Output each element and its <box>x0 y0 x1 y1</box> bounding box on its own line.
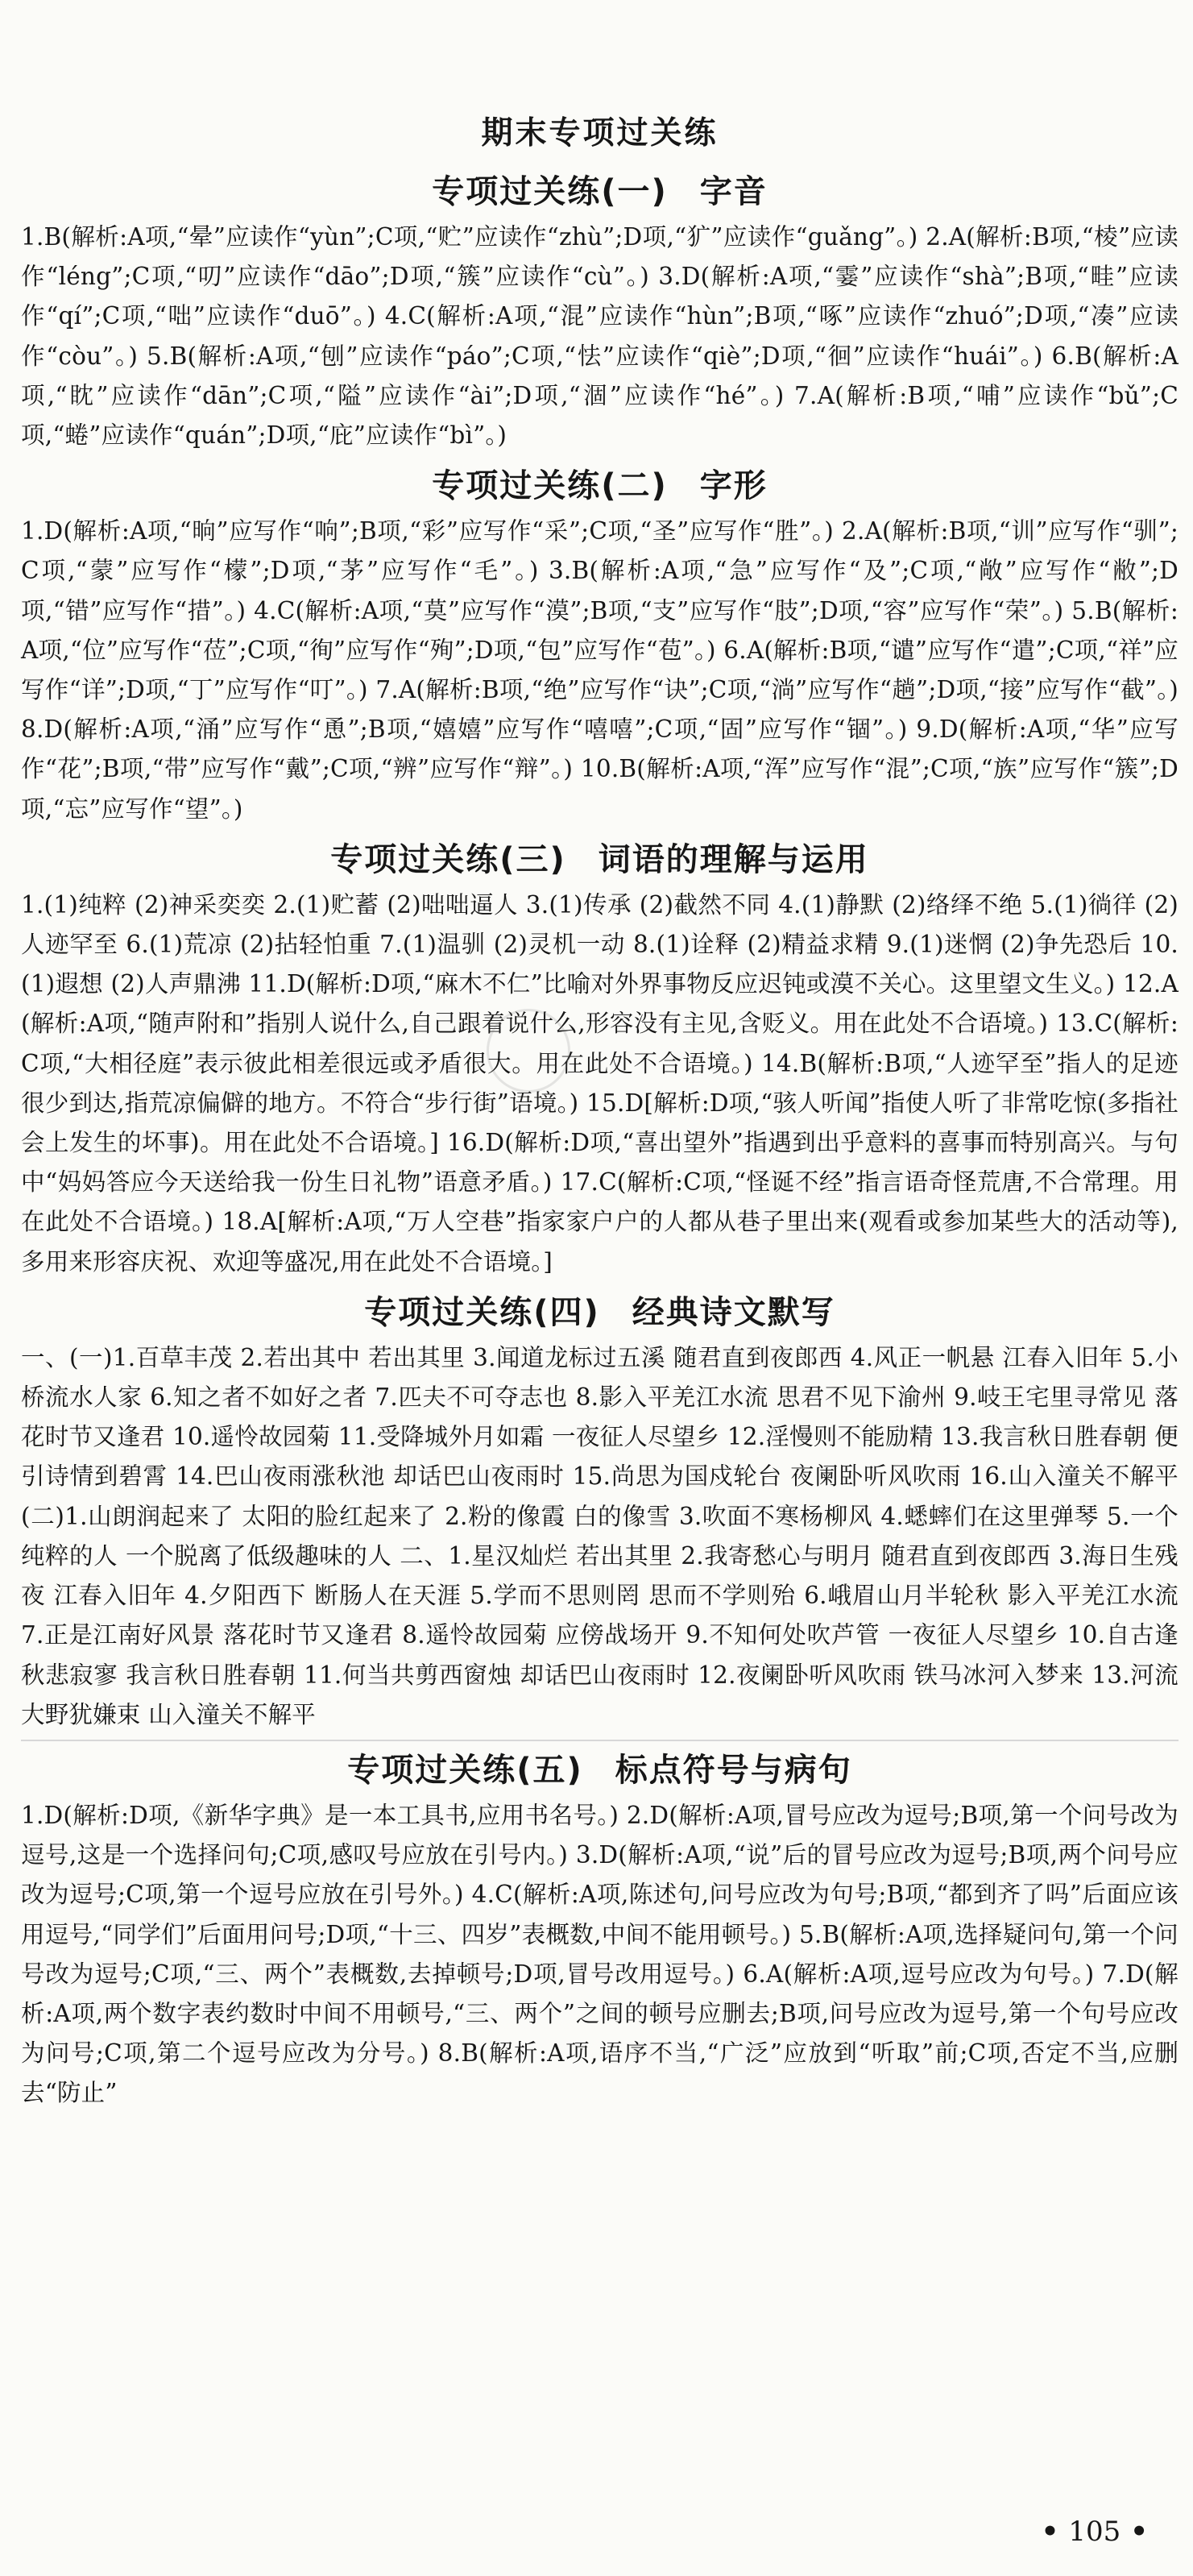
section-subtitle: 字形 <box>699 467 768 505</box>
section-5 <box>21 1744 1179 2113</box>
section-heading <box>21 460 1179 512</box>
section-text: 1.D(解析:D项,《新华字典》是一本工具书,应用书名号。) 2.D(解析:A项,冒号应改为逗号;B项,第一个问号改为逗号,这是一个选择问句;C项,感叹号应放在引号内。) 3.D(解析:A项,“说”后的冒号应改为逗号;B项,两个问号应改为逗号;C项,第一个逗号应放在引号外。) 4.C(解析:A项,陈述句,问号应改为句号;B项,“都到齐了吗”后面应该用逗号,“同学们”后面用问号;D项,“十三、四岁”表概数,中间不能用顿号。) 5.B(解析:A项,选择疑问句,第一个问号改为逗号;C项,“三、两个”表概数,去掉顿号;D项,冒号改用逗号。) 6.A(解析:A项,逗号应改为句号。) 7.D(解析:A项,两个数字表约数时中间不用顿号,“三、两个”之间的顿号应删去;B项,问号应改为逗号,第一个句号应改为问号;C项,第二个逗号应改为分号。) 8.B(解析:A项,语序不当,“广泛”应放到“听取”前;C项,否定不当,应删去“防止” <box>21 1801 1179 2107</box>
bullet-icon: • <box>1130 2516 1148 2548</box>
section-3 <box>21 834 1179 1282</box>
section-text: 一、(一)1.百草丰茂 2.若出其中 若出其里 3.闻道龙标过五溪 随君直到夜郎西 4.风正一帆悬 江春入旧年 5.小桥流水人家 6.知之者不如好之者 7.匹夫不可夺志也 8.影入平羌江水流 思君不见下渝州 9.岐王宅里寻常见 落花时节又逢君 10.遥怜故园菊 11.受降城外月如霜 一夜征人尽望乡 12.淫慢则不能励精 13.我言秋日胜春朝 便引诗情到碧霄 14.巴山夜雨涨秋池 却话巴山夜雨时 15.尚思为国戍轮台 夜阑卧听风吹雨 16.山入潼关不解平 (二)1.山朗润起来了 太阳的脸红起来了 2.粉的像霞 白的像雪 3.吹面不寒杨柳风 4.蟋蟀们在这里弹琴 5.一个纯粹的人 一个脱离了低级趣味的人 二、1.星汉灿烂 若出其里 2.我寄愁心与明月 随君直到夜郎西 3.海日生残夜 江春入旧年 4.夕阳西下 断肠人在天涯 5.学而不思则罔 思而不学则殆 6.峨眉山月半轮秋 影入平羌江水流 7.正是江南好风景 落花时节又逢君 8.遥怜故园菊 应傍战场开 9.不知何处吹芦管 一夜征人尽望乡 10.自古逢秋悲寂寥 我言秋日胜春朝 11.何当共剪西窗烛 却话巴山夜雨时 12.夜阑卧听风吹雨 铁马冰河入梦来 13.河流大野犹嫌束 山入潼关不解平 <box>21 1343 1179 1728</box>
bullet-icon: • <box>1041 2516 1059 2548</box>
section-text: 1.D(解析:A项,“晌”应写作“响”;B项,“彩”应写作“采”;C项,“圣”应写作“胜”。) 2.A(解析:B项,“训”应写作“驯”;C项,“蒙”应写作“檬”;D项,“茅”应写作“毛”。) 3.B(解析:A项,“急”应写作“及”;C项,“敞”应写作“敝”;D项,“错”应写作“措”。) 4.C(解析:A项,“莫”应写作“漠”;B项,“支”应写作“肢”;D项,“容”应写作“荣”。) 5.B(解析:A项,“位”应写作“莅”;C项,“徇”应写作“殉”;D项,“包”应写作“苞”。) 6.A(解析:B项,“谴”应写作“遣”;C项,“祥”应写作“详”;D项,“丁”应写作“叮”。) 7.A(解析:B项,“绝”应写作“诀”;C项,“淌”应写作“趟”;D项,“接”应写作“截”。) 8.D(解析:A项,“涌”应写作“恿”;B项,“嬉嬉”应写作“嘻嘻”;C项,“固”应写作“锢”。) 9.D(解析:A项,“华”应写作“花”;B项,“带”应写作“戴”;C项,“辨”应写作“辩”。) 10.B(解析:A项,“浑”应写作“混”;C项,“族”应写作“簇”;D项,“忘”应写作“望”。) <box>21 517 1179 823</box>
section-heading <box>21 1744 1179 1796</box>
section-title: 专项过关练(二) <box>432 467 668 505</box>
section-subtitle: 字音 <box>699 173 768 210</box>
section-title: 专项过关练(三) <box>330 840 566 878</box>
page-footer <box>1032 2516 1158 2548</box>
page-title: 期末专项过关练 <box>481 115 719 151</box>
watermark-stamp <box>487 1009 570 1093</box>
page-number: 105 <box>1068 2516 1121 2548</box>
section-text: 1.B(解析:A项,“晕”应读作“yùn”;C项,“贮”应读作“zhù”;D项,“犷”应读作“guǎng”。) 2.A(解析:B项,“棱”应读作“léng”;C项,“叨”应读作“dāo”;D项,“簇”应读作“cù”。) 3.D(解析:A项,“霎”应读作“shà”;B项,“畦”应读作“qí”;C项,“咄”应读作“duō”。) 4.C(解析:A项,“混”应读作“hùn”;B项,“啄”应读作“zhuó”;D项,“凑”应读作“còu”。) 5.B(解析:A项,“刨”应读作“páo”;C项,“怯”应读作“qiè”;D项,“徊”应读作“huái”。) 6.B(解析:A项,“眈”应读作“dān”;C项,“隘”应读作“ài”;D项,“涸”应读作“hé”。) 7.A(解析:B项,“哺”应读作“bǔ”;C项,“蜷”应读作“quán”;D项,“庇”应读作“bì”。) <box>21 223 1179 450</box>
section-4 <box>21 1287 1179 1735</box>
section-title: 专项过关练(一) <box>432 173 668 210</box>
section-subtitle: 词语的理解与运用 <box>598 840 869 878</box>
section-subtitle: 标点符号与病句 <box>615 1751 852 1789</box>
section-heading <box>21 834 1179 886</box>
section-1 <box>21 166 1179 455</box>
section-title: 专项过关练(四) <box>364 1293 600 1331</box>
section-text: 1.(1)纯粹 (2)神采奕奕 2.(1)贮蓄 (2)咄咄逼人 3.(1)传承 (2)截然不同 4.(1)静默 (2)络绎不绝 5.(1)徜徉 (2)人迹罕至 6.(1)荒凉 (2)拈轻怕重 7.(1)温驯 (2)灵机一动 8.(1)诠释 (2)精益求精 9.(1)迷惘 (2)争先恐后 10.(1)遐想 (2)人声鼎沸 11.D(解析:D项,“麻木不仁”比喻对外界事物反应迟钝或漠不关心。这里望文生义。) 12.A(解析:A项,“随声附和”指别人说什么,自己跟着说什么,形容没有主见,含贬义。用在此处不合语境。) 13.C(解析:C项,“大相径庭”表示彼此相差很远或矛盾很大。用在此处不合语境。) 14.B(解析:B项,“人迹罕至”指人的足迹很少到达,指荒凉偏僻的地方。不符合“步行街”语境。) 15.D[解析:D项,“骇人听闻”指使人听了非常吃惊(多指社会上发生的坏事)。用在此处不合语境。] 16.D(解析:D项,“喜出望外”指遇到出乎意料的喜事而特别高兴。与句中“妈妈答应今天送给我一份生日礼物”语意矛盾。) 17.C(解析:C项,“怪诞不经”指言语奇怪荒唐,不合常理。用在此处不合语境。) 18.A[解析:A项,“万人空巷”指家家户户的人都从巷子里出来(观看或参加某些大的活动等),多用来形容庆祝、欢迎等盛况,用在此处不合语境。] <box>21 890 1179 1276</box>
section-title: 专项过关练(五) <box>347 1751 583 1789</box>
section-heading <box>21 166 1179 218</box>
section-heading <box>21 1287 1179 1338</box>
divider <box>21 1740 1179 1741</box>
section-2 <box>21 460 1179 829</box>
section-subtitle: 经典诗文默写 <box>632 1293 835 1331</box>
